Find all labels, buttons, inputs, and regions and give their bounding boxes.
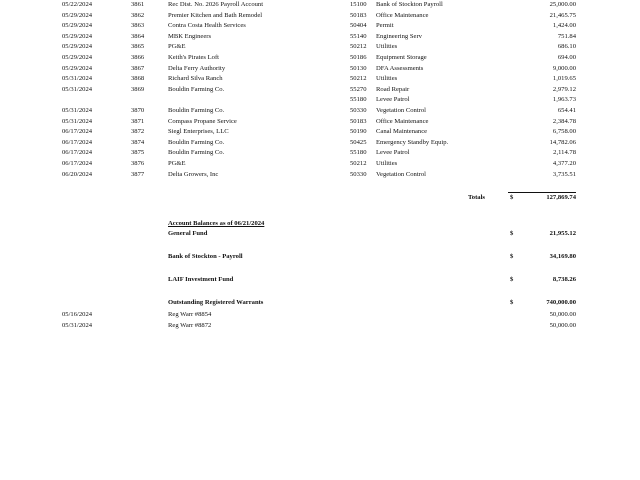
balance-row: [0, 254, 640, 263]
account-code: 55180: [350, 96, 367, 104]
check-date: 05/29/2024: [62, 64, 93, 72]
payee-name: Delta Ferry Authority: [168, 64, 226, 72]
check-amount: 1,963.73: [552, 96, 576, 104]
account-description: Levee Patrol: [376, 96, 410, 104]
check-amount: 9,000.00: [552, 64, 576, 72]
balance-amount: 8,738.26: [552, 276, 576, 283]
account-description: Levee Patrol: [376, 149, 410, 157]
balance-label: General Fund: [168, 230, 208, 237]
payee-name: Premier Kitchen and Bath Remodel: [168, 11, 263, 19]
account-code: 50404: [350, 22, 367, 30]
check-date: 05/31/2024: [62, 85, 93, 93]
balance-label: LAIF Investment Fund: [168, 276, 234, 283]
check-number: 3874: [131, 138, 145, 146]
warrant-label: Reg Warr #8854: [168, 311, 212, 318]
account-description: Utilities: [376, 160, 398, 167]
account-description: Utilities: [376, 75, 398, 83]
account-code: 15100: [350, 1, 367, 8]
account-description: Office Maintenance: [376, 117, 429, 125]
account-code: 50130: [350, 64, 367, 72]
check-date: 05/22/2024: [62, 1, 93, 8]
check-amount: 4,377.20: [552, 160, 576, 167]
check-number: 3867: [131, 64, 145, 72]
check-amount: 686.10: [557, 43, 576, 51]
check-date: 05/29/2024: [62, 43, 93, 51]
check-date: 06/17/2024: [62, 160, 93, 167]
totals-row: [0, 195, 640, 204]
balance-amount: 740,000.00: [546, 299, 576, 306]
table-row: [0, 140, 640, 149]
account-code: 50183: [350, 117, 367, 125]
payee-name: Bouldin Farming Co.: [168, 138, 225, 146]
table-row: [0, 66, 640, 75]
account-description: Permit: [376, 22, 394, 30]
table-row: [0, 76, 640, 85]
payee-name: Keith's Pirates Loft: [168, 54, 219, 61]
check-amount: 2,384.78: [552, 117, 576, 125]
payee-name: MBK Engineers: [168, 32, 212, 40]
balance-row: [0, 277, 640, 286]
check-amount: 751.84: [557, 32, 576, 40]
table-row: [0, 97, 640, 106]
check-number: 3861: [131, 1, 145, 8]
account-code: 50330: [350, 170, 367, 178]
account-code: 50186: [350, 54, 367, 61]
check-date: 05/31/2024: [62, 75, 93, 83]
account-description: Equipment Storage: [376, 54, 427, 61]
account-description: Canal Maintenance: [376, 128, 428, 136]
account-description: Utilities: [376, 43, 398, 51]
balance-amount: 21,955.12: [549, 230, 576, 237]
payee-name: Compass Propane Service: [168, 117, 237, 125]
account-description: Engineering Serv: [376, 32, 422, 40]
account-description: Vegetation Control: [376, 170, 426, 178]
check-date: 06/17/2024: [62, 149, 93, 157]
account-code: 50212: [350, 75, 367, 83]
account-code: 55270: [350, 85, 367, 93]
table-row: [0, 150, 640, 159]
check-number: 3876: [131, 160, 145, 167]
table-row: [0, 2, 640, 11]
balance-dollar-sign: $: [510, 253, 514, 260]
balance-dollar-sign: $: [510, 276, 514, 283]
payee-name: Bouldin Farming Co.: [168, 149, 225, 157]
account-description: Emergency Standby Equip.: [376, 138, 449, 146]
check-amount: 3,735.51: [552, 170, 576, 178]
check-date: 05/29/2024: [62, 32, 93, 40]
balance-dollar-sign: $: [510, 230, 514, 237]
account-description: Vegetation Control: [376, 107, 426, 114]
check-amount: 1,424.00: [552, 22, 576, 30]
payee-name: Delta Growers, Inc: [168, 170, 219, 178]
balances-heading-row: [0, 221, 640, 230]
table-row: [0, 161, 640, 170]
check-date: 05/29/2024: [62, 11, 93, 19]
check-date: 05/29/2024: [62, 22, 93, 30]
warrant-date: 05/31/2024: [62, 322, 93, 329]
balance-amount: 34,169.80: [549, 253, 576, 260]
check-number: 3868: [131, 75, 145, 83]
account-code: 50330: [350, 107, 367, 114]
balance-dollar-sign: $: [510, 299, 514, 306]
totals-amount: 127,869.74: [546, 194, 576, 201]
account-code: 50183: [350, 11, 367, 19]
payee-name: Siegl Enterprises, LLC: [168, 128, 229, 136]
account-code: 50212: [350, 160, 367, 167]
check-number: 3877: [131, 170, 145, 178]
table-row: [0, 87, 640, 96]
check-date: 06/17/2024: [62, 138, 93, 146]
table-row: [0, 23, 640, 32]
balance-row: [0, 231, 640, 240]
account-description: Road Repair: [376, 85, 410, 93]
check-amount: 6,758.00: [552, 128, 576, 136]
check-number: 3869: [131, 85, 145, 93]
check-date: 05/31/2024: [62, 107, 93, 114]
account-description: Bank of Stockton Payroll: [376, 1, 443, 8]
table-row: [0, 172, 640, 181]
check-number: 3872: [131, 128, 145, 136]
warrant-amount: 50,000.00: [549, 322, 576, 329]
table-row: [0, 44, 640, 53]
balances-heading: Account Balances as of 06/21/2024: [168, 220, 265, 227]
warrant-row: [0, 323, 640, 332]
warrant-amount: 50,000.00: [549, 311, 576, 318]
check-amount: 694.00: [557, 54, 576, 61]
check-amount: 654.41: [557, 107, 576, 114]
check-number: 3862: [131, 11, 145, 19]
account-code: 55140: [350, 32, 367, 40]
account-code: 50190: [350, 128, 367, 136]
payee-name: Bouldin Farming Co.: [168, 85, 225, 93]
check-amount: 2,979.12: [552, 85, 576, 93]
totals-rule: [508, 192, 576, 193]
payee-name: Bouldin Farming Co.: [168, 107, 225, 114]
check-number: 3863: [131, 22, 145, 30]
check-number: 3870: [131, 107, 145, 114]
warrant-label: Reg Warr #8872: [168, 322, 212, 329]
account-description: DFA Assessments: [376, 64, 424, 72]
check-amount: 1,019.65: [552, 75, 576, 83]
warrant-row: [0, 312, 640, 321]
balance-row: [0, 300, 640, 309]
check-date: 05/29/2024: [62, 54, 93, 61]
table-row: [0, 119, 640, 128]
table-row: [0, 108, 640, 117]
check-date: 06/17/2024: [62, 128, 93, 136]
payee-name: PG&E: [168, 160, 186, 167]
account-description: Office Maintenance: [376, 11, 429, 19]
check-number: 3865: [131, 43, 145, 51]
account-code: 50425: [350, 138, 367, 146]
balance-label: Bank of Stockton - Payroll: [168, 253, 243, 260]
totals-dollar-sign: $: [510, 194, 514, 201]
totals-label: Totals: [468, 194, 485, 201]
payee-name: Richard Silva Ranch: [168, 75, 223, 83]
check-amount: 25,000.00: [549, 1, 576, 8]
check-amount: 2,114.78: [553, 149, 576, 157]
check-number: 3875: [131, 149, 145, 157]
check-date: 05/31/2024: [62, 117, 93, 125]
account-code: 55180: [350, 149, 367, 157]
account-code: 50212: [350, 43, 367, 51]
payee-name: Rec Dist. No. 2026 Payroll Account: [168, 1, 264, 8]
check-number: 3864: [131, 32, 145, 40]
table-row: [0, 129, 640, 138]
balance-label: Outstanding Registered Warrants: [168, 299, 264, 306]
payee-name: Contra Costa Health Services: [168, 22, 246, 30]
check-amount: 14,782.06: [549, 138, 576, 146]
table-row: [0, 13, 640, 22]
check-date: 06/20/2024: [62, 170, 93, 178]
warrant-date: 05/16/2024: [62, 311, 93, 318]
payee-name: PG&E: [168, 43, 186, 51]
check-amount: 21,465.75: [549, 11, 576, 19]
check-number: 3866: [131, 54, 145, 61]
check-number: 3871: [131, 117, 145, 125]
table-row: [0, 55, 640, 64]
table-row: [0, 34, 640, 43]
